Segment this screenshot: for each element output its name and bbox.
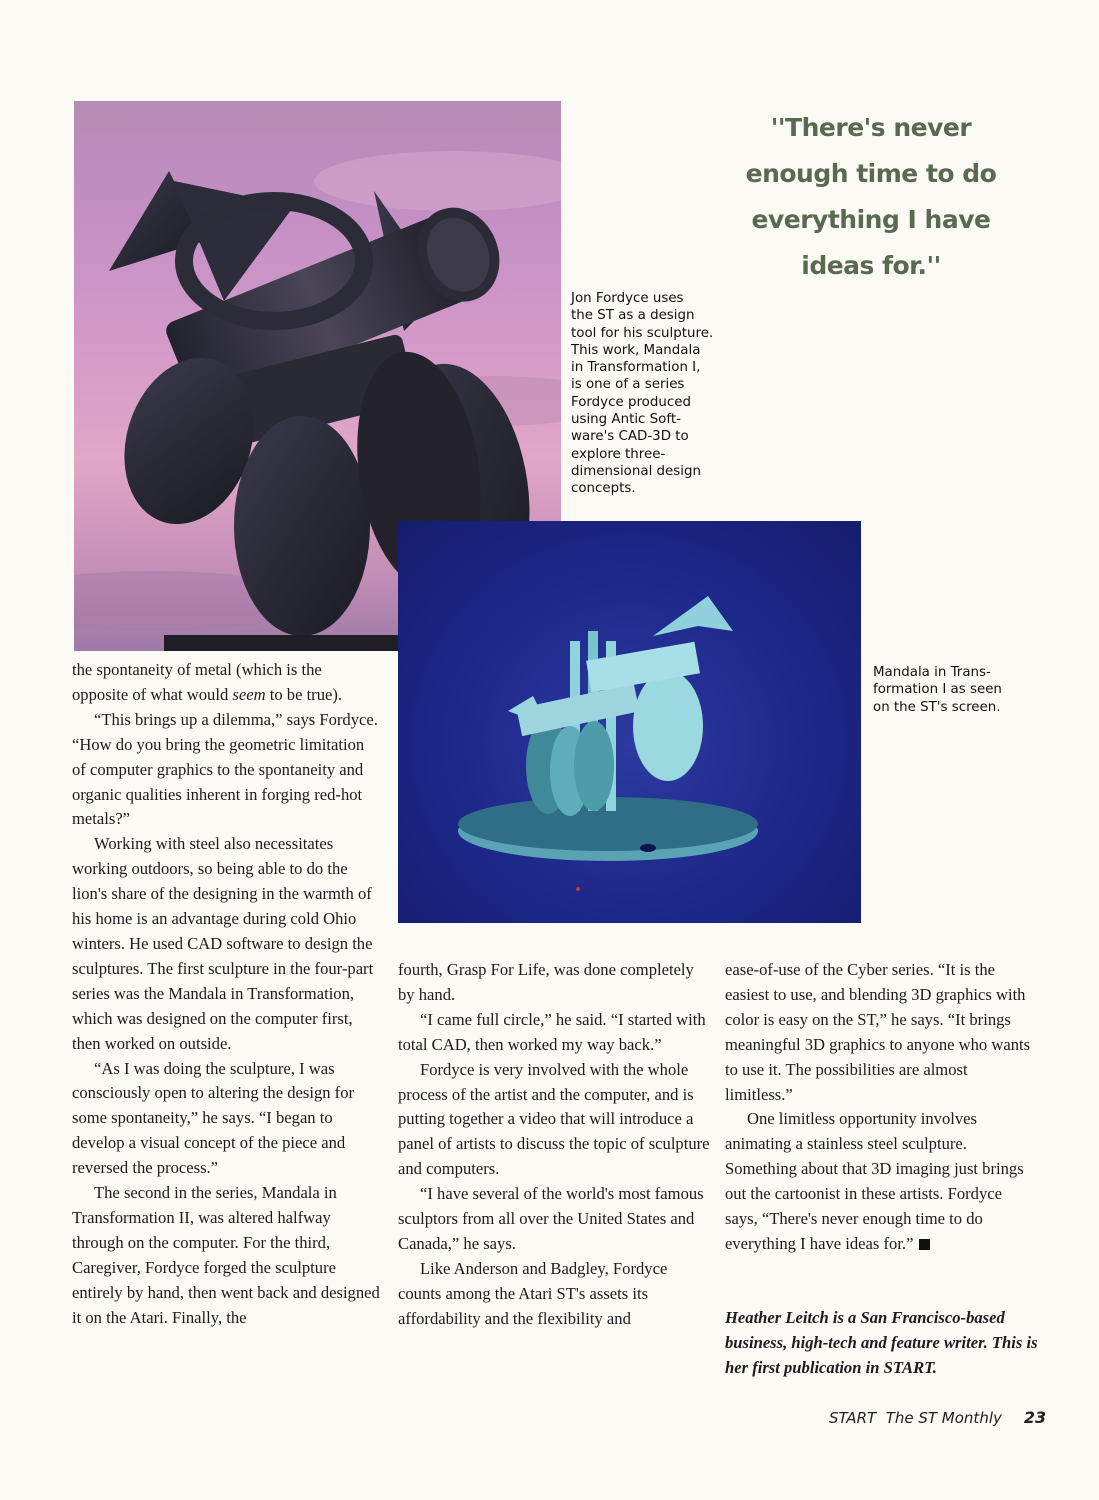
magazine-name: START The ST Monthly: [829, 1409, 1002, 1427]
paragraph: Fordyce is very involved with the whole process of the artist and the computer, and is putting together a video that will introduce a panel of artists to discuss the topic of sculpture and computers.: [398, 1059, 710, 1179]
photo-caption-line: ware's CAD-3D to: [571, 429, 689, 445]
pull-quote-line: ''There's never: [770, 113, 972, 142]
photo-caption-line: explore three-: [571, 446, 666, 462]
page-number: 23: [1023, 1408, 1047, 1427]
photo-caption-line: the ST as a design: [571, 308, 695, 324]
st-screen-image: [398, 521, 861, 923]
pull-quote-line: enough time to do: [745, 159, 997, 188]
photo-caption-line: dimensional design: [571, 463, 701, 479]
paragraph: “As I was doing the sculpture, I was consciously open to altering the design for some spontaneity,” he says. “I began to develop a visual concept of the piece and reversed the process.”: [72, 1058, 355, 1178]
photo-caption-line: using Antic Soft-: [571, 412, 681, 428]
pull-quote: [740, 105, 1002, 289]
paragraph: The second in the series, Mandala in Transformation II, was altered halfway through on the computer. For the third, Caregiver, Fordyce forged the sculpture entirely by hand, then went back and designed it on the Atari. Finally, the: [72, 1183, 380, 1327]
paragraph: “This brings up a dilemma,” says Fordyce. “How do you bring the geometric limitation of computer graphics to the spontaneity and organic qualities inherent in forging red-hot metals?”: [72, 709, 378, 829]
article-column-right: [725, 958, 1037, 1257]
paragraph: Like Anderson and Badgley, Fordyce counts among the Atari ST's assets its affordability and the flexibility and: [398, 1258, 668, 1328]
photo-caption-line: is one of a series: [571, 377, 685, 393]
paragraph: fourth, Grasp For Life, was done completely by hand.: [398, 960, 694, 1004]
paragraph: the spontaneity of metal (which is the opposite of what would seem to be true).: [72, 660, 343, 704]
screen-caption-line: formation I as seen: [873, 682, 1002, 698]
paragraph: Working with steel also necessitates working outdoors, so being able to do the lion's share of the designing in the warmth of his home is an advantage during cold Ohio winters. He used CAD software to design the sculptures. The first sculpture in the four-part series was the Mandala in Transformation, which was designed on the computer first, then worked on outside.: [72, 834, 374, 1053]
screen-caption-line: Mandala in Trans-: [873, 665, 991, 680]
paragraph: One limitless opportunity involves animating a stainless steel sculpture. Something about that 3D imaging just brings out the cartoonist in these artists. Fordyce says, “There's never enough time to do everything I have ideas for.”: [725, 1109, 1024, 1253]
photo-caption-line: Jon Fordyce uses: [571, 291, 684, 306]
photo-caption: [571, 290, 721, 498]
pull-quote-line: ideas for.'': [801, 251, 941, 280]
paragraph: “I came full circle,” he said. “I started with total CAD, then worked my way back.”: [398, 1009, 706, 1054]
screen-caption-line: on the ST's screen.: [873, 699, 1001, 715]
pull-quote-line: everything I have: [751, 205, 991, 234]
page-footer: [829, 1408, 1047, 1432]
photo-caption-line: tool for his sculpture.: [571, 325, 714, 341]
photo-caption-line: in Transformation I,: [571, 360, 701, 376]
article-column-left: [72, 658, 382, 1330]
photo-caption-line: This work, Mandala: [571, 342, 701, 358]
photo-caption-line: Fordyce produced: [571, 394, 691, 410]
article-column-middle: [398, 958, 710, 1332]
paragraph: “I have several of the world's most famous sculptors from all over the United States and Canada,” he says.: [398, 1184, 704, 1253]
photo-caption-line: concepts.: [571, 481, 636, 497]
paragraph: ease-of-use of the Cyber series. “It is the easiest to use, and blending 3D graphics with color is easy on the ST,” he says. “It brings meaningful 3D graphics to anyone who wants to use it. The possibilities are almost limitless.”: [725, 960, 1031, 1104]
author-bio: Heather Leitch is a San Francisco-based business, high-tech and feature writer. This is her first publication in START.: [725, 1308, 1038, 1377]
end-mark-icon: [919, 1239, 930, 1250]
screen-caption: [873, 664, 1023, 716]
